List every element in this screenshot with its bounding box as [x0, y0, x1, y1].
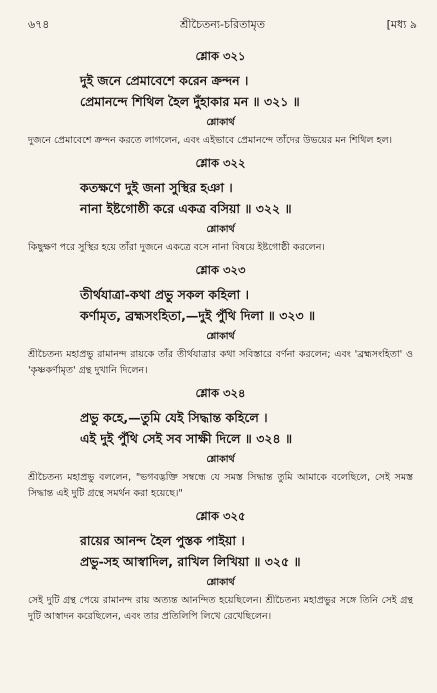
translation-heading: শ্লোকার্থ [206, 454, 235, 465]
verse-323 [28, 262, 413, 379]
verse-321 [28, 48, 413, 149]
translation-text: সেই দুটি গ্রন্থ পেয়ে রামানন্দ রায় অত্যন্ত আনন্দিত হয়েছিলেন। শ্রীচৈতন্য মহাপ্রভুর সঙ্গে তিনি সেই গ্রন্থ দুটি আস্বাদন করেছিলেন, এবং তার প্রতিলিপি লিখে রেখেছিলেন। [28, 595, 413, 622]
translation-heading: শ্লোকার্থ [206, 224, 235, 235]
page-content [28, 42, 413, 629]
verse-heading: শ্লোক ৩২১ [195, 49, 246, 63]
translation-heading: শ্লোকার্থ [206, 117, 235, 128]
verse-line-2: প্রভু-সহ আস্বাদিল, রাখিল লিখিয়া ॥ ৩২৫ ॥ [80, 554, 301, 569]
page-number: ৬৭৪ [28, 18, 50, 31]
translation-heading: শ্লোকার্থ [206, 331, 235, 342]
translation-text: শ্রীচৈতন্য মহাপ্রভু রামানন্দ রায়কে তাঁর তীর্থযাত্রার কথা সবিস্তারে বর্ণনা করলেন; এবং 'ব্রহ্মসংহিতা' ও 'কৃষ্ণকর্ণামৃত' গ্রন্থ দুখানি দিলেন। [28, 349, 413, 376]
verse-line-1: রায়ের আনন্দ হৈল পুস্তক পাইয়া । [80, 533, 245, 548]
verse-line-1: তীর্থযাত্রা-কথা প্রভু সকল কহিলা । [80, 287, 250, 302]
verse-322 [28, 155, 413, 256]
verse-line-1: দুই জনে প্রেমাবেশে করেন ক্রন্দন । [80, 73, 249, 88]
book-title: শ্রীচৈতন্য-চরিতামৃত [180, 18, 265, 31]
verse-line-2: এই দুই পুঁথি সেই সব সাক্ষী দিলে ॥ ৩২৪ ॥ [80, 431, 293, 446]
verse-line-2: নানা ইষ্টগোষ্ঠী করে একত্র বসিয়া ॥ ৩২২ ॥ [80, 201, 292, 216]
verse-line-2: কর্ণামৃত, ব্রহ্মসংহিতা,—দুই পুঁথি দিলা ॥ ৩২৩ ॥ [80, 308, 316, 323]
translation-heading: শ্লোকার্থ [206, 577, 235, 588]
verse-heading: শ্লোক ৩২৫ [195, 509, 246, 523]
verse-324 [28, 385, 413, 502]
chapter-label: [মধ্য ৯ [386, 18, 417, 31]
running-header [28, 14, 417, 34]
translation-text: দুজনে প্রেমাবেশে ক্রন্দন করতে লাগলেন, এবং এইভাবে প্রেমানন্দে তাঁদের উভয়ের মন শিথিল হল। [28, 135, 392, 146]
translation-text: কিছুক্ষণ পরে সুস্থির হয়ে তাঁরা দুজনে একত্রে বসে নানা বিষয়ে ইষ্টগোষ্ঠী করলেন। [28, 242, 325, 253]
verse-325 [28, 508, 413, 625]
verse-heading: শ্লোক ৩২২ [195, 156, 246, 170]
verse-line-2: প্রেমানন্দে শিথিল হৈল দুঁহাকার মন ॥ ৩২১ ॥ [80, 94, 300, 109]
verse-heading: শ্লোক ৩২৪ [195, 386, 246, 400]
verse-line-1: প্রভু কহে,—তুমি যেই সিদ্ধান্ত কহিলে । [80, 410, 268, 425]
verse-heading: শ্লোক ৩২৩ [195, 263, 246, 277]
translation-text: শ্রীচৈতন্য মহাপ্রভু বললেন, "ভগবদ্ভক্তি সম্বন্ধে যে সমস্ত সিদ্ধান্ত তুমি আমাকে বলেছিলে, সেই সমস্ত সিদ্ধান্ত এই দুটি গ্রন্থে সমর্থন করা হয়েছে।" [28, 472, 413, 499]
verse-line-1: কতক্ষণে দুই জনা সুস্থির হঞা । [80, 180, 233, 195]
